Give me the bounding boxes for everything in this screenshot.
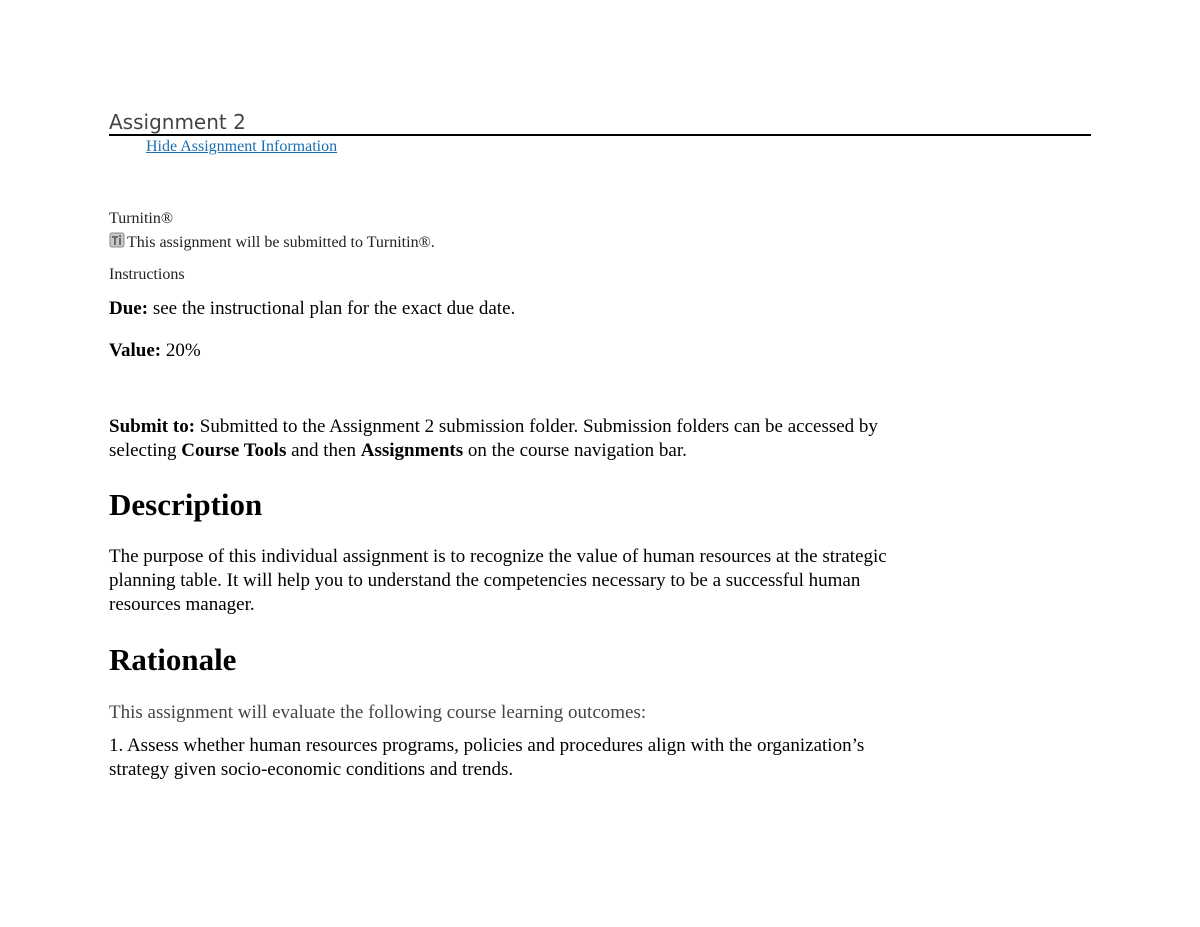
description-heading: Description [109, 487, 263, 522]
rationale-intro: This assignment will evaluate the following course learning outcomes: [109, 702, 647, 723]
value-text: 20% [161, 340, 201, 361]
turnitin-notice-text: This assignment will be submitted to Turnitin®. [127, 234, 435, 251]
instructions-label: Instructions [109, 266, 185, 283]
submit-label: Submit to: [109, 416, 196, 437]
submit-text: Submitted to the Assignment 2 submission folder. Submission folders can be accessed by selecting [109, 416, 878, 461]
turnitin-label: Turnitin® [109, 210, 174, 227]
submit-paragraph [109, 415, 909, 463]
page-title: Assignment 2 [109, 110, 246, 134]
due-line [109, 297, 909, 321]
assignments-term: Assignments [360, 440, 464, 461]
due-text: see the instructional plan for the exact due date. [148, 298, 516, 319]
value-line [109, 339, 909, 363]
submit-text-2: and then [286, 440, 361, 461]
turnitin-notice [109, 232, 909, 254]
submit-text-3: on the course navigation bar. [463, 440, 687, 461]
outcome-item-1: 1. Assess whether human resources programs, policies and procedures align with the organization’s strategy given socio-economic conditions and trends. [109, 735, 865, 780]
description-body: The purpose of this individual assignment is to recognize the value of human resources at the strategic planning table. It will help you to understand the competencies necessary to be a successful human resources manager. [109, 546, 887, 615]
hide-assignment-info-link[interactable]: Hide Assignment Information [146, 138, 338, 155]
value-label: Value: [109, 340, 162, 361]
rationale-heading: Rationale [109, 642, 237, 677]
page-header [109, 110, 1091, 136]
turnitin-icon [109, 232, 125, 248]
course-tools-term: Course Tools [181, 440, 287, 461]
due-label: Due: [109, 298, 149, 319]
